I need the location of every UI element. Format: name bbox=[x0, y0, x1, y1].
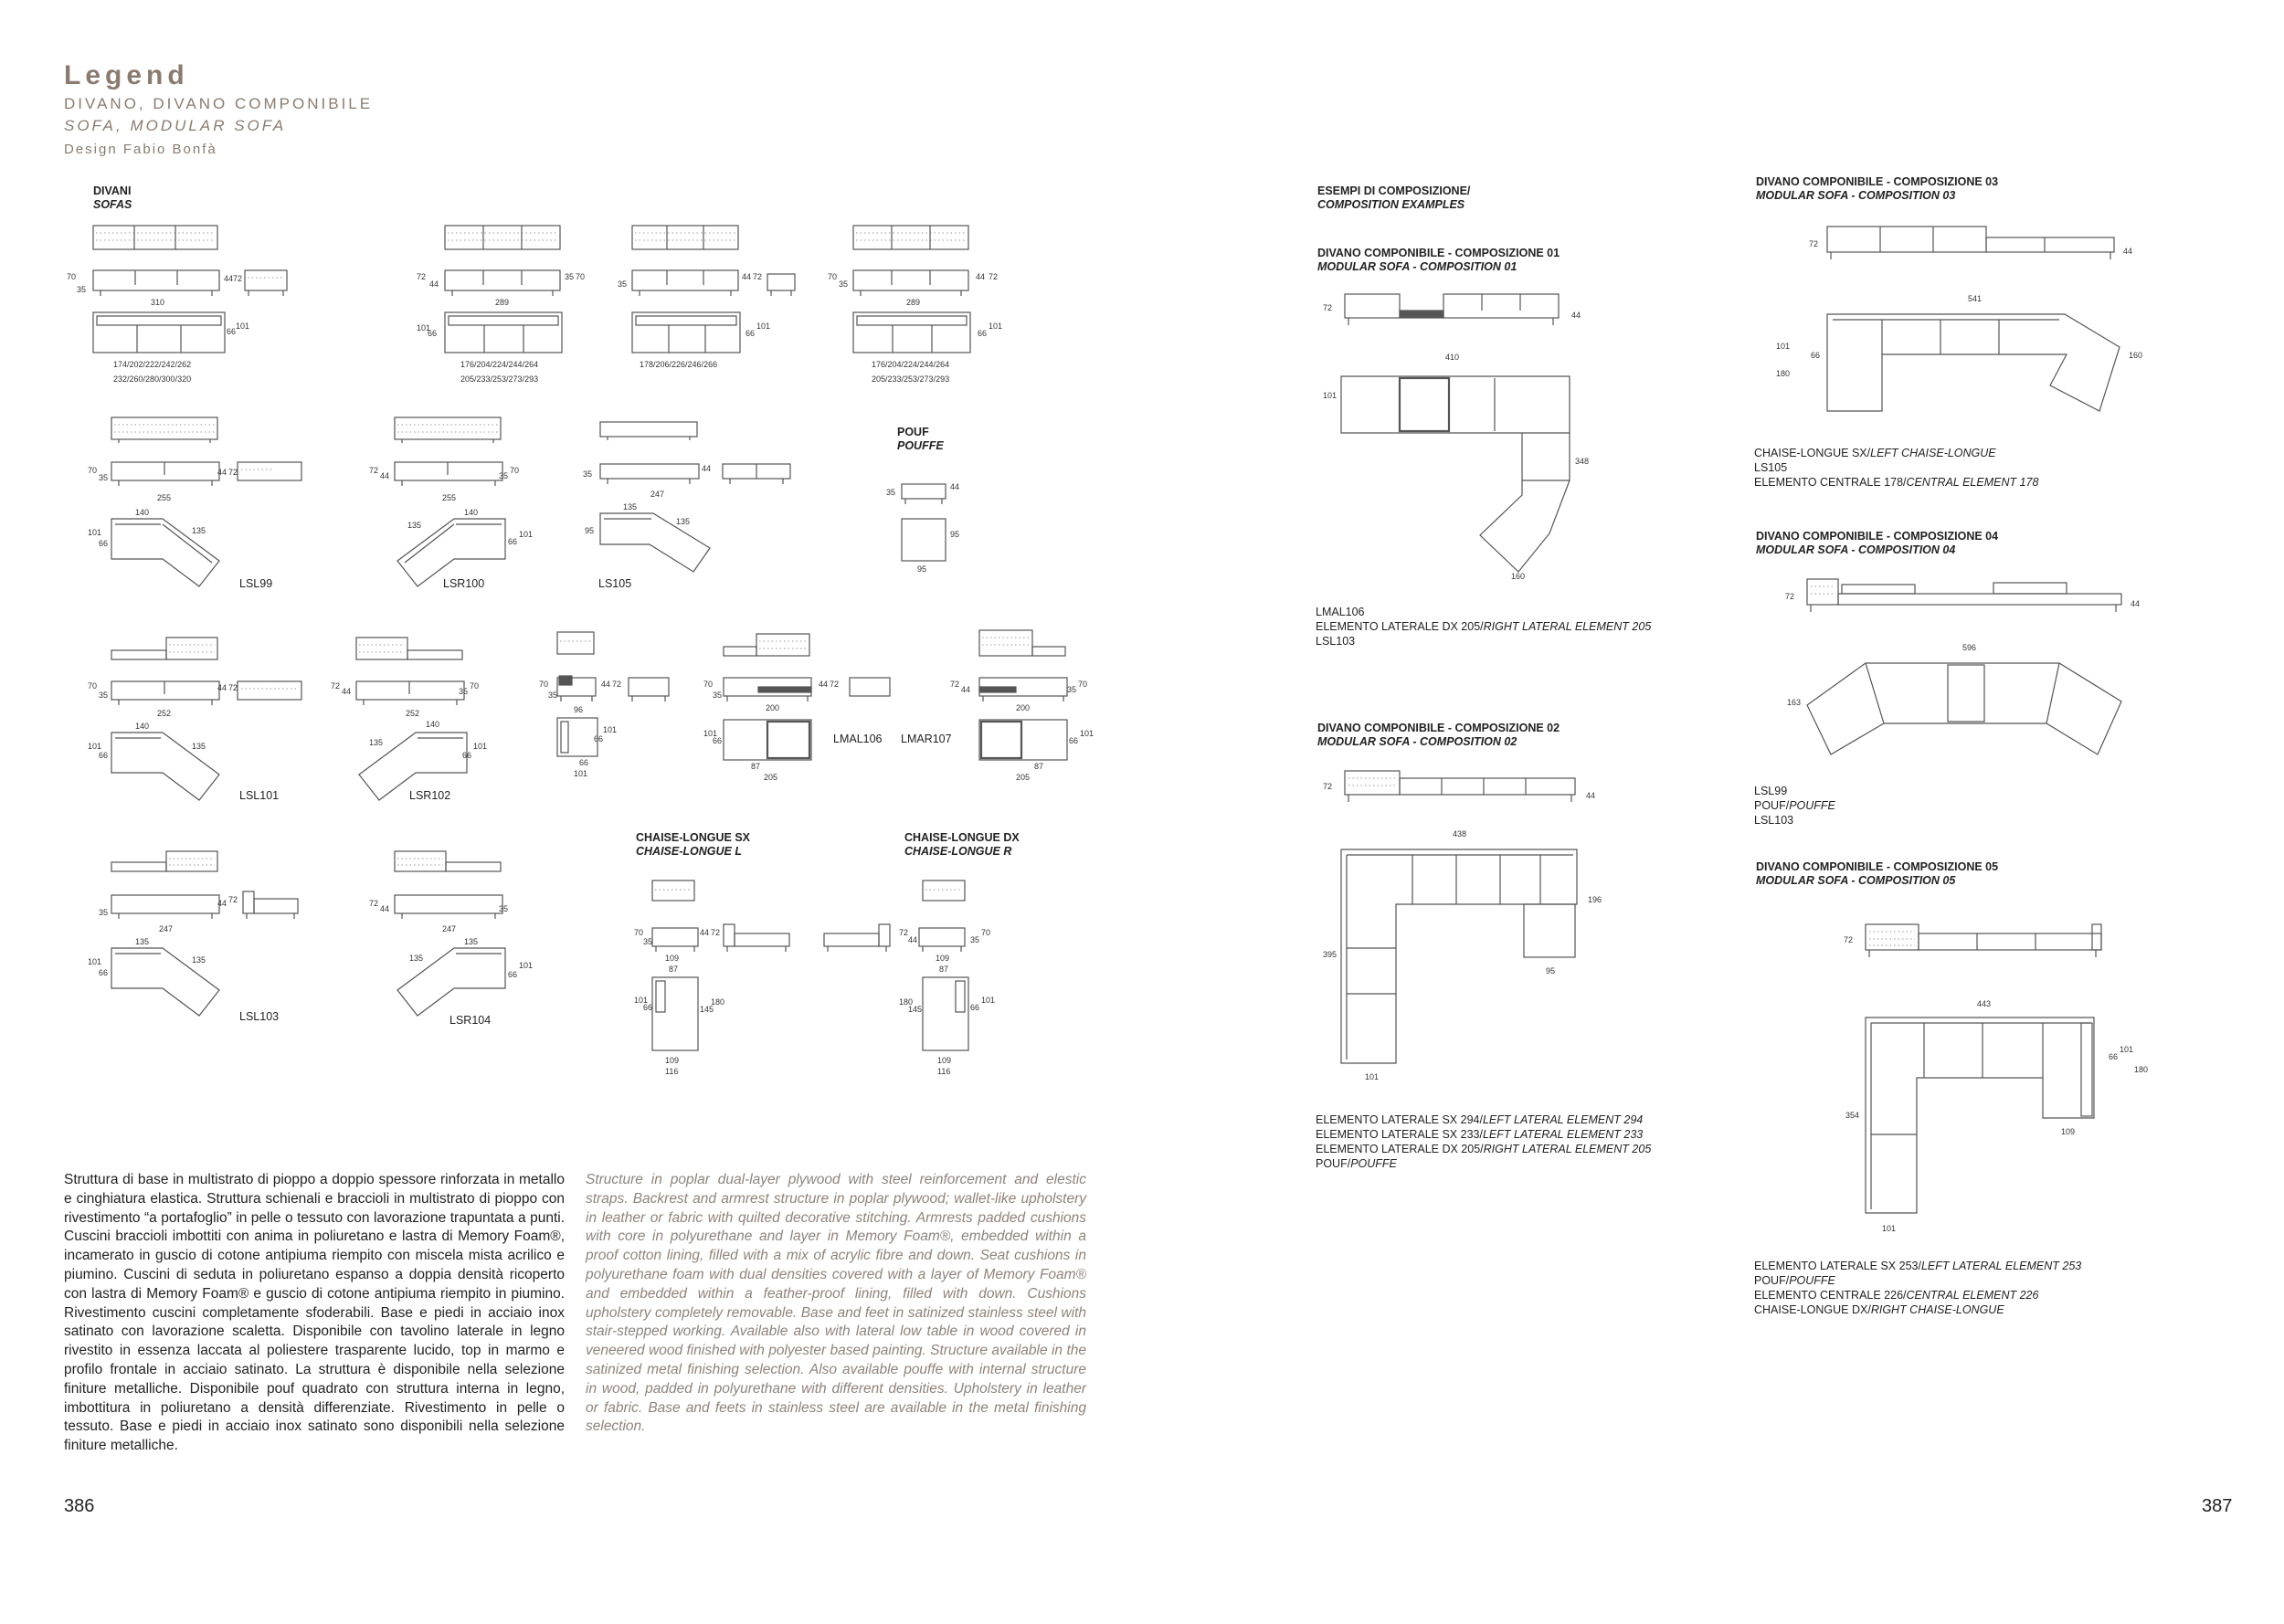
dim-label: 101 bbox=[417, 323, 431, 332]
dim-label: 205 bbox=[1016, 773, 1031, 782]
pouf-top-view bbox=[900, 517, 947, 563]
dim-label: 101 bbox=[1323, 391, 1338, 400]
dim-label: 70 bbox=[634, 928, 644, 937]
lsr104-back-view bbox=[393, 849, 502, 875]
dim-label: 95 bbox=[950, 530, 960, 539]
dim-label: 35 bbox=[839, 279, 849, 289]
dim-label: 66 bbox=[99, 751, 109, 760]
dim-label: 145 bbox=[908, 1005, 923, 1014]
dim-label: 72 bbox=[899, 928, 909, 937]
dim-label: 109 bbox=[665, 1056, 680, 1065]
composition-01-top-view bbox=[1339, 371, 1573, 572]
composition-05-heading: DIVANO COMPONIBILE - COMPOSIZIONE 05 MODULAR SOFA - COMPOSITION 05 bbox=[1756, 860, 1999, 887]
model-label: LS105 bbox=[598, 577, 632, 590]
dim-label: 72 bbox=[369, 899, 379, 908]
dim-label: 101 bbox=[519, 961, 534, 970]
dim-label: 44 bbox=[700, 928, 710, 937]
dim-label: 44 bbox=[1586, 791, 1596, 800]
dim-label: 44 bbox=[961, 685, 971, 694]
dim-label: 70 bbox=[703, 680, 714, 689]
sofa-4-front-view bbox=[851, 267, 970, 300]
dim-label: 101 bbox=[989, 322, 1003, 331]
dim-label: 101 bbox=[473, 742, 488, 751]
dim-label: 101 bbox=[981, 996, 996, 1005]
chaise-dx-top-view bbox=[921, 975, 971, 1054]
composition-01-elements: LMAL106 ELEMENTO LATERALE DX 205/RIGHT LATERAL ELEMENT 205 LSL103 bbox=[1316, 606, 1652, 648]
model-label: LSL103 bbox=[239, 1010, 280, 1023]
dim-label: 135 bbox=[369, 738, 384, 747]
dim-label: 101 bbox=[703, 729, 718, 738]
dim-label: 101 bbox=[1882, 1224, 1897, 1233]
chaise-dx-heading: CHAISE-LONGUE DX CHAISE-LONGUE R bbox=[904, 831, 1020, 858]
dim-label: 35 bbox=[583, 469, 593, 479]
sofa-3-top-view bbox=[630, 311, 745, 356]
dim-label: 289 bbox=[906, 298, 921, 307]
dim-label: 205/233/253/273/293 bbox=[872, 374, 950, 384]
dim-label: 160 bbox=[2129, 351, 2143, 360]
dim-label: 44 bbox=[380, 471, 390, 480]
lmar107-back-view bbox=[978, 628, 1069, 659]
dim-label: 66 bbox=[970, 1003, 980, 1012]
dim-label: 35 bbox=[499, 904, 509, 913]
sofa-4-back-view bbox=[851, 224, 970, 251]
dim-label: 135 bbox=[623, 502, 638, 511]
composition-02-top-view bbox=[1339, 848, 1586, 1067]
dim-label: 196 bbox=[1588, 895, 1602, 904]
dim-label: 44 bbox=[380, 904, 390, 913]
lmal106-top-view bbox=[722, 718, 813, 764]
lsl99-front-view bbox=[110, 457, 306, 490]
dim-label: 289 bbox=[495, 298, 510, 307]
dim-label: 109 bbox=[936, 954, 950, 963]
dim-label: 163 bbox=[1787, 698, 1802, 707]
dim-label: 135 bbox=[192, 526, 206, 535]
ls105-front-view bbox=[598, 460, 795, 488]
dim-label: 135 bbox=[464, 937, 479, 946]
model-label: LSL101 bbox=[239, 789, 280, 802]
chaise-dx-front-view bbox=[822, 923, 968, 954]
dim-label: 35 bbox=[459, 687, 469, 696]
composition-03-elements: CHAISE-LONGUE SX/LEFT CHAISE-LONGUE LS105 ELEMENTO CENTRALE 178/CENTRAL ELEMENT 178 bbox=[1754, 447, 2039, 489]
page-number-right: 387 bbox=[2202, 1496, 2233, 1516]
dim-label: 174/202/222/242/262 bbox=[113, 360, 192, 369]
dim-label: 205 bbox=[764, 773, 778, 782]
dim-label: 395 bbox=[1323, 950, 1338, 959]
dim-label: 101 bbox=[88, 742, 102, 751]
model-label: LMAL106 bbox=[833, 733, 883, 745]
dim-label: 95 bbox=[917, 564, 927, 574]
dim-label: 87 bbox=[751, 762, 761, 771]
dim-label: 72 bbox=[1785, 592, 1795, 601]
composition-05-top-view bbox=[1864, 1016, 2101, 1217]
dim-label: 135 bbox=[135, 937, 150, 946]
dim-label: 72 bbox=[1323, 303, 1333, 312]
dim-label: 35 bbox=[713, 691, 723, 700]
lmal106-front-view bbox=[722, 672, 895, 703]
sofa-3-back-view bbox=[630, 224, 740, 251]
dim-label: 87 bbox=[1034, 762, 1044, 771]
lmar107-top-view bbox=[978, 718, 1069, 764]
dim-label: 70 bbox=[828, 272, 838, 281]
sofa-1-front-view bbox=[91, 267, 292, 300]
dim-label: 66 bbox=[99, 539, 109, 548]
dim-label: 180 bbox=[1776, 369, 1791, 378]
dim-label: 247 bbox=[442, 924, 457, 933]
dim-label: 180 bbox=[2134, 1065, 2149, 1074]
sofa-2-back-view bbox=[443, 224, 562, 251]
dim-label: 35 bbox=[970, 935, 980, 944]
dim-label: 66 bbox=[227, 327, 237, 336]
dim-label: 35 bbox=[565, 272, 575, 281]
dim-label: 140 bbox=[135, 722, 150, 731]
dim-label: 70 bbox=[539, 680, 549, 689]
dim-label: 348 bbox=[1575, 457, 1590, 466]
chaise-sx-heading: CHAISE-LONGUE SX CHAISE-LONGUE L bbox=[636, 831, 751, 858]
dim-label: 160 bbox=[1511, 572, 1526, 581]
dim-label: 44 bbox=[217, 683, 227, 692]
dim-label: 145 bbox=[700, 1005, 714, 1014]
dim-label: 101 bbox=[1365, 1072, 1380, 1081]
dim-label: 116 bbox=[937, 1067, 951, 1076]
dim-label: 438 bbox=[1453, 829, 1467, 838]
dim-label: 109 bbox=[2061, 1127, 2076, 1136]
composition-04-front-view bbox=[1805, 575, 2125, 619]
dim-label: 70 bbox=[88, 681, 98, 691]
dim-label: 35 bbox=[499, 471, 509, 480]
lmal106-back-view bbox=[722, 632, 813, 659]
dim-label: 66 bbox=[713, 736, 723, 745]
dim-label: 66 bbox=[643, 1003, 653, 1012]
dim-label: 255 bbox=[157, 493, 172, 502]
dim-label: 205/233/253/273/293 bbox=[460, 374, 539, 384]
dim-label: 44 bbox=[224, 274, 234, 283]
dim-label: 135 bbox=[409, 954, 424, 963]
ls105-back-view bbox=[598, 418, 699, 440]
composition-04-heading: DIVANO COMPONIBILE - COMPOSIZIONE 04 MODULAR SOFA - COMPOSITION 04 bbox=[1756, 530, 1999, 556]
dim-label: 101 bbox=[1776, 342, 1791, 351]
sofa-4-top-view bbox=[851, 311, 975, 356]
dim-label: 35 bbox=[77, 285, 87, 294]
sofa-1-top-view bbox=[91, 311, 228, 356]
sofa-3-front-view bbox=[630, 267, 804, 300]
sofas-heading: DIVANI SOFAS bbox=[93, 185, 132, 211]
dim-label: 101 bbox=[574, 769, 588, 778]
dim-label: 410 bbox=[1445, 353, 1460, 362]
subtitle-it: DIVANO, DIVANO COMPONIBILE bbox=[64, 95, 374, 112]
dim-label: 70 bbox=[576, 272, 586, 281]
dim-label: 109 bbox=[665, 954, 680, 963]
dim-label: 109 bbox=[937, 1056, 952, 1065]
dim-label: 135 bbox=[407, 521, 422, 530]
dim-label: 176/204/224/244/264 bbox=[460, 360, 539, 369]
lsr102-back-view bbox=[354, 636, 464, 663]
dim-label: 140 bbox=[464, 508, 479, 517]
dim-label: 35 bbox=[548, 691, 558, 700]
dim-label: 72 bbox=[612, 680, 622, 689]
model-label: LSL99 bbox=[239, 577, 273, 590]
lsr100-front-view bbox=[393, 457, 507, 490]
dim-label: 44 bbox=[601, 680, 611, 689]
dim-label: 135 bbox=[192, 955, 206, 965]
dim-label: 101 bbox=[603, 725, 618, 734]
chaise-sx-top-view bbox=[650, 975, 701, 1054]
dim-label: 66 bbox=[1069, 736, 1079, 745]
dim-label: 87 bbox=[939, 965, 949, 974]
dim-label: 70 bbox=[510, 466, 520, 475]
dim-label: 66 bbox=[978, 329, 988, 338]
lsr104-front-view bbox=[393, 890, 507, 921]
dim-label: 252 bbox=[406, 709, 420, 718]
dim-label: 101 bbox=[519, 530, 534, 539]
dim-label: 101 bbox=[634, 996, 649, 1005]
dim-label: 66 bbox=[594, 734, 604, 743]
dim-label: 72 bbox=[228, 895, 238, 904]
dim-label: 72 bbox=[228, 468, 238, 477]
dim-label: 95 bbox=[1546, 966, 1556, 975]
dim-label: 66 bbox=[508, 970, 518, 979]
dim-label: 35 bbox=[886, 488, 896, 497]
dim-label: 35 bbox=[99, 908, 109, 917]
dim-label: 66 bbox=[99, 968, 109, 977]
chaise-sx-front-view bbox=[650, 923, 797, 954]
composition-02-elements: ELEMENTO LATERALE SX 294/LEFT LATERAL ELEMENT 294 ELEMENTO LATERALE SX 233/LEFT LATERAL ELEMENT 233 ELEMENTO LATERALE DX 205/RIGHT LATERAL ELEMENT 205 POUF/POUFFE bbox=[1316, 1113, 1652, 1170]
dim-label: 101 bbox=[236, 322, 250, 331]
dim-label: 35 bbox=[1067, 685, 1077, 694]
dim-label: 232/260/280/300/320 bbox=[113, 374, 192, 384]
dim-label: 140 bbox=[426, 720, 440, 729]
dim-label: 35 bbox=[99, 473, 109, 482]
composition-04-elements: LSL99 POUF/POUFFE LSL103 bbox=[1754, 785, 1835, 827]
model-label: LMAR107 bbox=[901, 733, 952, 745]
model-label: LSR100 bbox=[443, 577, 485, 590]
dim-label: 200 bbox=[766, 703, 780, 712]
dim-label: 44 bbox=[217, 468, 227, 477]
dim-label: 252 bbox=[157, 709, 172, 718]
dim-label: 310 bbox=[151, 298, 165, 307]
dim-label: 180 bbox=[711, 997, 725, 1007]
dim-label: 255 bbox=[442, 493, 457, 502]
dim-label: 72 bbox=[331, 681, 341, 691]
lsl103-front-view bbox=[110, 890, 306, 921]
dim-label: 72 bbox=[989, 272, 999, 281]
dim-label: 72 bbox=[830, 680, 840, 689]
dim-label: 200 bbox=[1016, 703, 1031, 712]
dim-label: 101 bbox=[2120, 1045, 2134, 1054]
lsl101-top-view bbox=[110, 731, 228, 804]
dim-label: 66 bbox=[579, 758, 589, 767]
page-title: Legend bbox=[64, 60, 189, 90]
dim-label: 35 bbox=[618, 279, 628, 289]
dim-label: 443 bbox=[1977, 999, 1992, 1008]
dim-label: 72 bbox=[228, 683, 238, 692]
dim-label: 247 bbox=[159, 924, 174, 933]
dim-label: 44 bbox=[342, 687, 352, 696]
dim-label: 72 bbox=[369, 466, 379, 475]
dim-label: 44 bbox=[1571, 311, 1581, 320]
lsr102-front-view bbox=[354, 676, 469, 707]
lsl103-top-view bbox=[110, 946, 228, 1019]
dim-label: 66 bbox=[428, 329, 438, 338]
composition-01-front-view bbox=[1343, 290, 1562, 332]
composition-05-front-view bbox=[1864, 921, 2107, 966]
lsl99-back-view bbox=[110, 416, 219, 443]
dim-label: 101 bbox=[88, 528, 102, 537]
dim-label: 87 bbox=[669, 965, 679, 974]
dim-label: 66 bbox=[1811, 351, 1821, 360]
lsl101-back-view bbox=[110, 636, 219, 663]
dim-label: 44 bbox=[2131, 599, 2141, 608]
dim-label: 44 bbox=[950, 482, 960, 491]
dim-label: 44 bbox=[429, 279, 439, 289]
chaise-sx-back-view bbox=[650, 879, 696, 904]
dim-label: 72 bbox=[417, 272, 427, 281]
dim-label: 44 bbox=[908, 935, 918, 944]
designer-credit: Design Fabio Bonfà bbox=[64, 142, 217, 157]
dim-label: 44 bbox=[976, 272, 986, 281]
composition-01-heading: DIVANO COMPONIBILE - COMPOSIZIONE 01 MODULAR SOFA - COMPOSITION 01 bbox=[1317, 247, 1560, 273]
pouf-front-view bbox=[900, 480, 947, 508]
dim-label: 72 bbox=[753, 272, 763, 281]
model-label: LSR102 bbox=[409, 789, 451, 802]
dim-label: 66 bbox=[462, 751, 472, 760]
dim-label: 44 bbox=[217, 899, 227, 908]
composition-03-heading: DIVANO COMPONIBILE - COMPOSIZIONE 03 MODULAR SOFA - COMPOSITION 03 bbox=[1756, 175, 1999, 202]
dim-label: 101 bbox=[1080, 729, 1094, 738]
dim-label: 541 bbox=[1968, 294, 1983, 303]
armchair-back-view bbox=[555, 630, 597, 658]
description-english: Structure in poplar dual-layer plywood with steel reinforcement and elestic straps. Backrest and armrest structure in poplar plywood; wallet-like upholstery in leather or fabric with quilted decorative stitching. Armrests padded cushions with core in polyurethane and layer in Memory Foam®, embedded within a proof cotton lining, filled with a mix of acrylic fibre and down. Seat cushions in polyurethane foam with dual densities covered with a layer of Memory Foam® and embedded within a feather-proof lining, filled with down. Cushions upholstery completely removable. Base and feet in satinized stainless steel with stair-stepped working. Available also with lateral low table in wood covered in veneered wood finished with polyester based painting. Structure available in the satinized metal finishing selection. Also available pouffe with internal structure in wood, padded in polyurethane with different densities. Upholstery in leather or fabric. Base and feets in stainless steel are available in the metal finishing selection. bbox=[586, 1172, 1086, 1435]
dim-label: 70 bbox=[1078, 680, 1088, 689]
lmar107-front-view bbox=[978, 672, 1078, 703]
chaise-dx-back-view bbox=[921, 879, 967, 904]
lsr104-top-view bbox=[388, 946, 507, 1019]
page-number-left: 386 bbox=[64, 1496, 95, 1516]
composition-03-front-view bbox=[1825, 223, 2120, 269]
composition-02-front-view bbox=[1343, 767, 1581, 809]
dim-label: 180 bbox=[899, 997, 914, 1007]
dim-label: 72 bbox=[711, 928, 721, 937]
dim-label: 596 bbox=[1962, 643, 1977, 652]
dim-label: 72 bbox=[1844, 935, 1854, 944]
dim-label: 135 bbox=[192, 742, 206, 751]
examples-heading: ESEMPI DI COMPOSIZIONE/ COMPOSITION EXAMPLES bbox=[1317, 185, 1471, 211]
composition-04-top-view bbox=[1805, 659, 2125, 758]
composition-05-elements: ELEMENTO LATERALE SX 253/LEFT LATERAL ELEMENT 253 POUF/POUFFE ELEMENTO CENTRALE 226/CENTRAL ELEMENT 226 CHAISE-LONGUE DX/RIGHT CHAISE-LONGUE bbox=[1754, 1260, 2082, 1316]
dim-label: 35 bbox=[643, 937, 653, 946]
dim-label: 44 bbox=[742, 272, 752, 281]
dim-label: 96 bbox=[574, 705, 584, 714]
dim-label: 101 bbox=[88, 957, 102, 966]
dim-label: 178/206/226/246/266 bbox=[640, 360, 718, 369]
dim-label: 66 bbox=[508, 537, 518, 546]
subtitle-en: SOFA, MODULAR SOFA bbox=[64, 117, 287, 134]
sofa-2-top-view bbox=[443, 311, 566, 356]
dim-label: 70 bbox=[88, 466, 98, 475]
dim-label: 176/204/224/244/264 bbox=[872, 360, 950, 369]
lsl103-back-view bbox=[110, 849, 219, 875]
lsl99-top-view bbox=[110, 517, 228, 590]
dim-label: 35 bbox=[99, 691, 109, 700]
ls105-top-view bbox=[598, 511, 717, 575]
dim-label: 70 bbox=[67, 272, 77, 281]
dim-label: 66 bbox=[2109, 1052, 2119, 1061]
dim-label: 354 bbox=[1845, 1111, 1860, 1120]
description-italian: Struttura di base in multistrato di pioppo a doppio spessore rinforzata in metallo e cinghiatura elastica. Struttura schienali e braccioli in multistrato di pioppo con rivestimento “a portafoglio” in pelle o tessuto con lavorazione trapuntata a punti. Cuscini braccioli imbottiti con anima in poliuretano e lastra di Memory Foam®, incamerato in guscio di cotone antipiuma riempito con miscela mista acrilico e piumino. Cuscini di seduta in poliuretano espanso a doppia densità ricoperto con lastra di Memory Foam® e guscio di cotone antipiuma riempito in piumino. Rivestimento cuscini completamente sfoderabili. Base e piedi in acciaio inox satinato con lavorazione scaletta. Disponibile con tavolino laterale in legno rivestito in essenza laccata al poliestere trasparente lucido, top in marmo e profilo frontale in acciaio satinato. La struttura è disponibile nella selezione finiture metalliche. Disponibile pouf quadrato con struttura interna in legno, imbottitura in poliuretano a densità differenziate. Rivestimento in pelle o tessuto. Base e piedi in acciaio inox satinato sono disponibili nella selezione finiture metalliche. bbox=[64, 1172, 565, 1454]
dim-label: 72 bbox=[1809, 239, 1819, 248]
dim-label: 95 bbox=[585, 526, 595, 535]
dim-label: 247 bbox=[650, 490, 665, 499]
dim-label: 66 bbox=[745, 329, 756, 338]
dim-label: 116 bbox=[665, 1067, 679, 1076]
dim-label: 44 bbox=[819, 680, 829, 689]
dim-label: 135 bbox=[676, 517, 691, 526]
model-label: LSR104 bbox=[449, 1014, 492, 1027]
pouf-heading: POUF POUFFE bbox=[897, 426, 944, 452]
dim-label: 44 bbox=[702, 464, 712, 473]
dim-label: 72 bbox=[233, 274, 243, 283]
dim-label: 70 bbox=[981, 928, 991, 937]
lsl101-front-view bbox=[110, 676, 306, 707]
sofa-1-back-view bbox=[91, 224, 219, 251]
lsr100-back-view bbox=[393, 416, 502, 443]
dim-label: 72 bbox=[950, 680, 960, 689]
dim-label: 44 bbox=[2123, 247, 2133, 256]
composition-02-heading: DIVANO COMPONIBILE - COMPOSIZIONE 02 MODULAR SOFA - COMPOSITION 02 bbox=[1317, 722, 1560, 748]
dim-label: 140 bbox=[135, 508, 150, 517]
dim-label: 72 bbox=[1323, 782, 1333, 791]
sofa-2-front-view bbox=[443, 267, 562, 300]
dim-label: 101 bbox=[756, 322, 771, 331]
dim-label: 70 bbox=[470, 681, 480, 691]
composition-03-top-view bbox=[1825, 312, 2127, 415]
